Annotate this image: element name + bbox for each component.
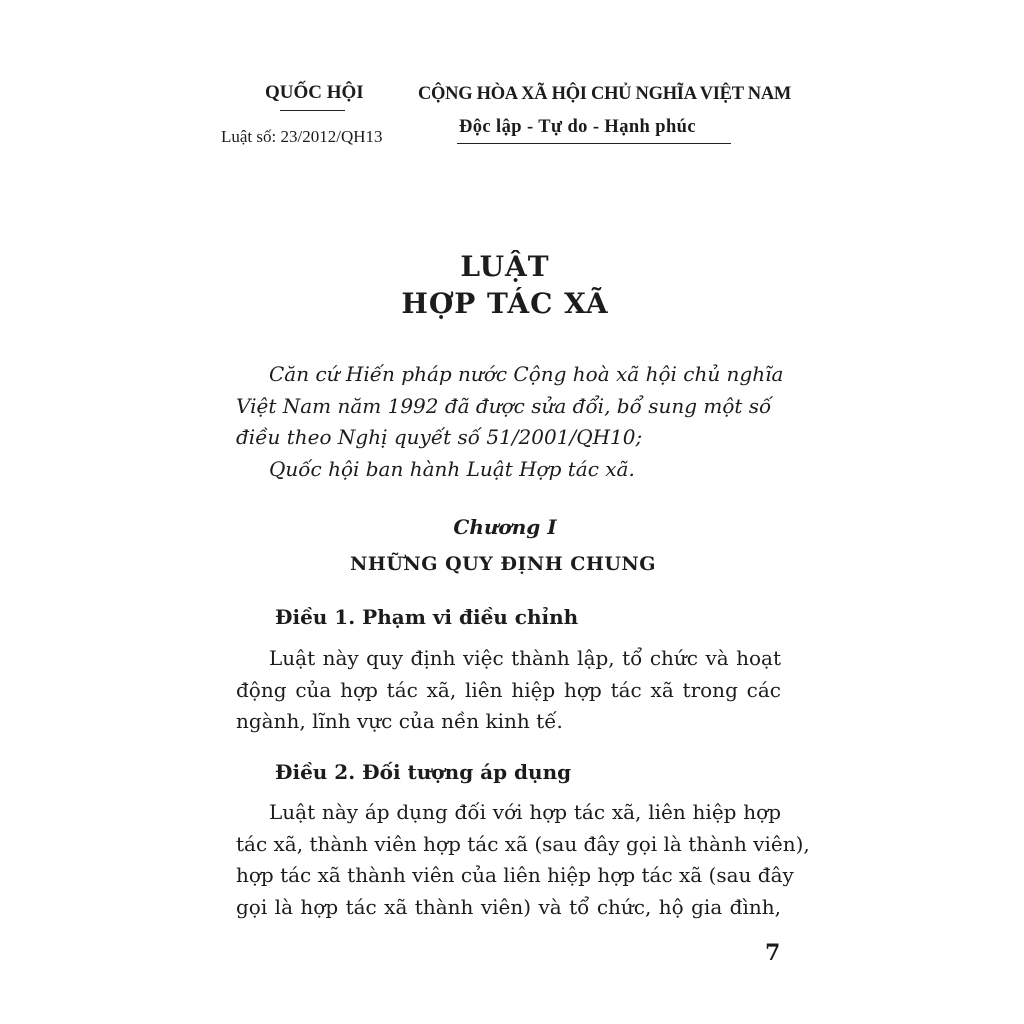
article-heading: Điều 2. Đối tượng áp dụng [275, 760, 572, 784]
issuing-body: QUỐC HỘI [265, 82, 364, 103]
national-title: CỘNG HÒA XÃ HỘI CHỦ NGHĨA VIỆT NAM [418, 84, 792, 104]
chapter-title: NHỮNG QUY ĐỊNH CHUNG [349, 553, 657, 575]
article-line: gọi là hợp tác xã thành viên) và tổ chức, hộ gia đình, [236, 894, 781, 919]
preamble-line: điều theo Nghị quyết số 51/2001/QH10; [236, 425, 643, 449]
national-motto: Độc lập - Tự do - Hạnh phúc [459, 117, 696, 137]
article-body [236, 797, 810, 923]
preamble-line: Việt Nam năm 1992 đã được sửa đổi, bổ sung một số [236, 393, 772, 418]
chapter-label: Chương I [453, 515, 557, 539]
article-line: động của hợp tác xã, liên hiệp hợp tác xã trong các [236, 677, 781, 702]
document-title-name: HỢP TÁC XÃ [401, 287, 609, 320]
page-number: 7 [765, 940, 781, 966]
motto-underline [457, 143, 731, 144]
preamble [236, 359, 796, 485]
document-title-type: LUẬT [460, 250, 550, 283]
article-line: Luật này áp dụng đối với hợp tác xã, liên hiệp hợp [269, 800, 781, 824]
issuing-body-underline [280, 110, 345, 111]
article-line: ngành, lĩnh vực của nền kinh tế. [236, 709, 563, 733]
article-body [236, 643, 781, 738]
preamble-line: Quốc hội ban hành Luật Hợp tác xã. [269, 456, 635, 481]
article-line: hợp tác xã thành viên của liên hiệp hợp tác xã (sau đây [236, 863, 794, 887]
law-number: Luật số: 23/2012/QH13 [221, 127, 383, 146]
article-line: Luật này quy định việc thành lập, tổ chức và hoạt [269, 646, 781, 670]
article-line: tác xã, thành viên hợp tác xã (sau đây gọi là thành viên), [236, 831, 810, 856]
preamble-line: Căn cứ Hiến pháp nước Cộng hoà xã hội chủ nghĩa [269, 362, 784, 386]
article-heading: Điều 1. Phạm vi điều chỉnh [275, 605, 579, 629]
